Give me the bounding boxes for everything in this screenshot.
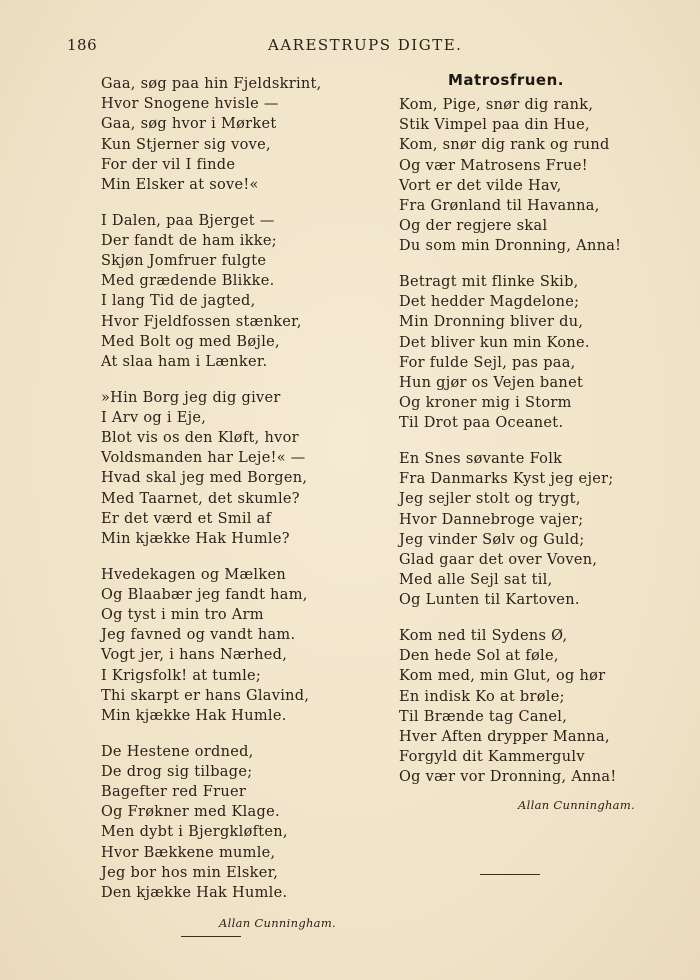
verse-line: Men dybt i Bjergkløften,	[101, 824, 288, 841]
verse-line: De drog sig tilbage;	[101, 763, 253, 780]
verse-line: Kom med, min Glut, og hør	[399, 668, 606, 685]
verse-line: Jeg favned og vandt ham.	[101, 627, 296, 644]
left-column	[101, 74, 361, 931]
verse-line: I Krigsfolk! at tumle;	[101, 667, 262, 684]
verse-line: Med alle Sejl sat til,	[399, 572, 553, 589]
poem-title: Matrosfruen.	[447, 71, 564, 89]
verse-line: De Hestene ordned,	[101, 743, 254, 760]
verse-line: Gaa, søg paa hin Fjeldskrint,	[101, 76, 322, 92]
verse-line: I lang Tid de jagted,	[101, 293, 256, 310]
verse-line: Med Bolt og med Bøjle,	[101, 333, 280, 350]
verse-line: Gaa, søg hvor i Mørket	[101, 116, 277, 133]
verse-line: For der vil I finde	[101, 156, 236, 173]
stanza	[399, 449, 659, 611]
verse-line: Kom, Pige, snør dig rank,	[399, 97, 594, 113]
running-title: AARESTRUPS DIGTE.	[268, 36, 463, 54]
page-number: 186	[67, 36, 98, 54]
verse-line: Det bliver kun min Kone.	[399, 334, 590, 351]
verse-line: Og tyst i min tro Arm	[101, 607, 264, 623]
verse-line: Voldsmanden har Leje!« —	[101, 450, 306, 467]
verse-line: Skjøn Jomfruer fulgte	[101, 253, 267, 269]
verse-line: Med Taarnet, det skumle?	[101, 490, 300, 507]
verse-line: Min kjække Hak Humle.	[101, 707, 287, 724]
verse-line: Vort er det vilde Hav,	[399, 177, 562, 194]
verse-line: Forgyld dit Kammergulv	[399, 749, 585, 766]
stanza	[399, 626, 659, 788]
verse-line: Jeg sejler stolt og trygt,	[399, 491, 581, 508]
verse-line: Den kjække Hak Humle.	[101, 884, 288, 901]
verse-line: »Hin Borg jeg dig giver	[101, 389, 281, 406]
verse-line: Hvor Bækkene mumle,	[101, 844, 276, 861]
verse-line: Jeg vinder Sølv og Guld;	[399, 531, 585, 548]
author-signature: Allan Cunningham.	[518, 798, 635, 812]
verse-line: Og vær Matrosens Frue!	[399, 157, 588, 174]
verse-line: Min Elsker at sove!«	[101, 176, 259, 193]
verse-line: Det hedder Magdelone;	[399, 294, 580, 311]
verse-line: I Arv og i Eje,	[101, 409, 207, 426]
stanza	[101, 388, 361, 550]
verse-line: Min kjække Hak Humle?	[101, 530, 290, 547]
section-divider	[181, 936, 241, 937]
verse-line: Og vær vor Dronning, Anna!	[399, 769, 617, 786]
verse-line: Den hede Sol at føle,	[399, 648, 559, 665]
stanza	[101, 74, 361, 195]
verse-line: Der fandt de ham ikke;	[101, 232, 277, 249]
verse-line: Thi skarpt er hans Glavind,	[101, 687, 310, 704]
verse-line: En indisk Ko at brøle;	[399, 688, 565, 705]
verse-line: Hvor Fjeldfossen stænker,	[101, 313, 302, 330]
verse-line: Med grædende Blikke.	[101, 273, 275, 290]
verse-line: En Snes søvante Folk	[399, 451, 563, 467]
verse-line: Og Lunten til Kartoven.	[399, 592, 580, 609]
stanza	[101, 211, 361, 373]
stanza	[101, 565, 361, 727]
verse-line: For fulde Sejl, pas paa,	[399, 354, 576, 371]
verse-line: Og Blaabær jeg fandt ham,	[101, 586, 308, 603]
verse-line: Er det værd et Smil af	[101, 510, 272, 527]
verse-line: Jeg bor hos min Elsker,	[101, 864, 279, 881]
verse-line: Vogt jer, i hans Nærhed,	[101, 647, 288, 664]
verse-line: Betragt mit flinke Skib,	[399, 274, 579, 290]
verse-line: Hvad skal jeg med Borgen,	[101, 470, 308, 487]
verse-line: Kom, snør dig rank og rund	[399, 137, 610, 154]
verse-line: Hun gjør os Vejen banet	[399, 374, 584, 391]
verse-line: Stik Vimpel paa din Hue,	[399, 117, 590, 134]
verse-line: Hvor Dannebroge vajer;	[399, 511, 584, 528]
verse-line: Til Drot paa Oceanet.	[399, 415, 564, 432]
verse-line: Fra Danmarks Kyst jeg ejer;	[399, 471, 614, 488]
verse-line: Kom ned til Sydens Ø,	[399, 628, 568, 644]
verse-line: Bagefter red Fruer	[101, 784, 247, 800]
verse-line: Hvor Snogene hvisle —	[101, 96, 279, 113]
verse-line: Til Brænde tag Canel,	[399, 708, 568, 725]
verse-line: Fra Grønland til Havanna,	[399, 197, 600, 214]
verse-line: Hver Aften drypper Manna,	[399, 728, 610, 745]
verse-line: Blot vis os den Kløft, hvor	[101, 430, 299, 446]
stanza	[101, 742, 361, 904]
verse-line: Og der regjere skal	[399, 218, 548, 235]
verse-line: Og kroner mig i Storm	[399, 395, 572, 412]
verse-line: Min Dronning bliver du,	[399, 314, 584, 331]
stanza	[399, 95, 659, 257]
verse-line: Glad gaar det over Voven,	[399, 551, 598, 568]
right-column	[399, 70, 659, 813]
verse-line: Du som min Dronning, Anna!	[399, 238, 622, 255]
verse-line: Og Frøkner med Klage.	[101, 804, 280, 821]
verse-line: Hvedekagen og Mælken	[101, 566, 286, 583]
stanza	[399, 272, 659, 434]
verse-line: Kun Stjerner sig vove,	[101, 136, 271, 153]
section-divider	[480, 874, 540, 875]
verse-line: At slaa ham i Lænker.	[101, 353, 268, 370]
author-signature: Allan Cunningham.	[219, 915, 336, 930]
verse-line: I Dalen, paa Bjerget —	[101, 212, 275, 229]
